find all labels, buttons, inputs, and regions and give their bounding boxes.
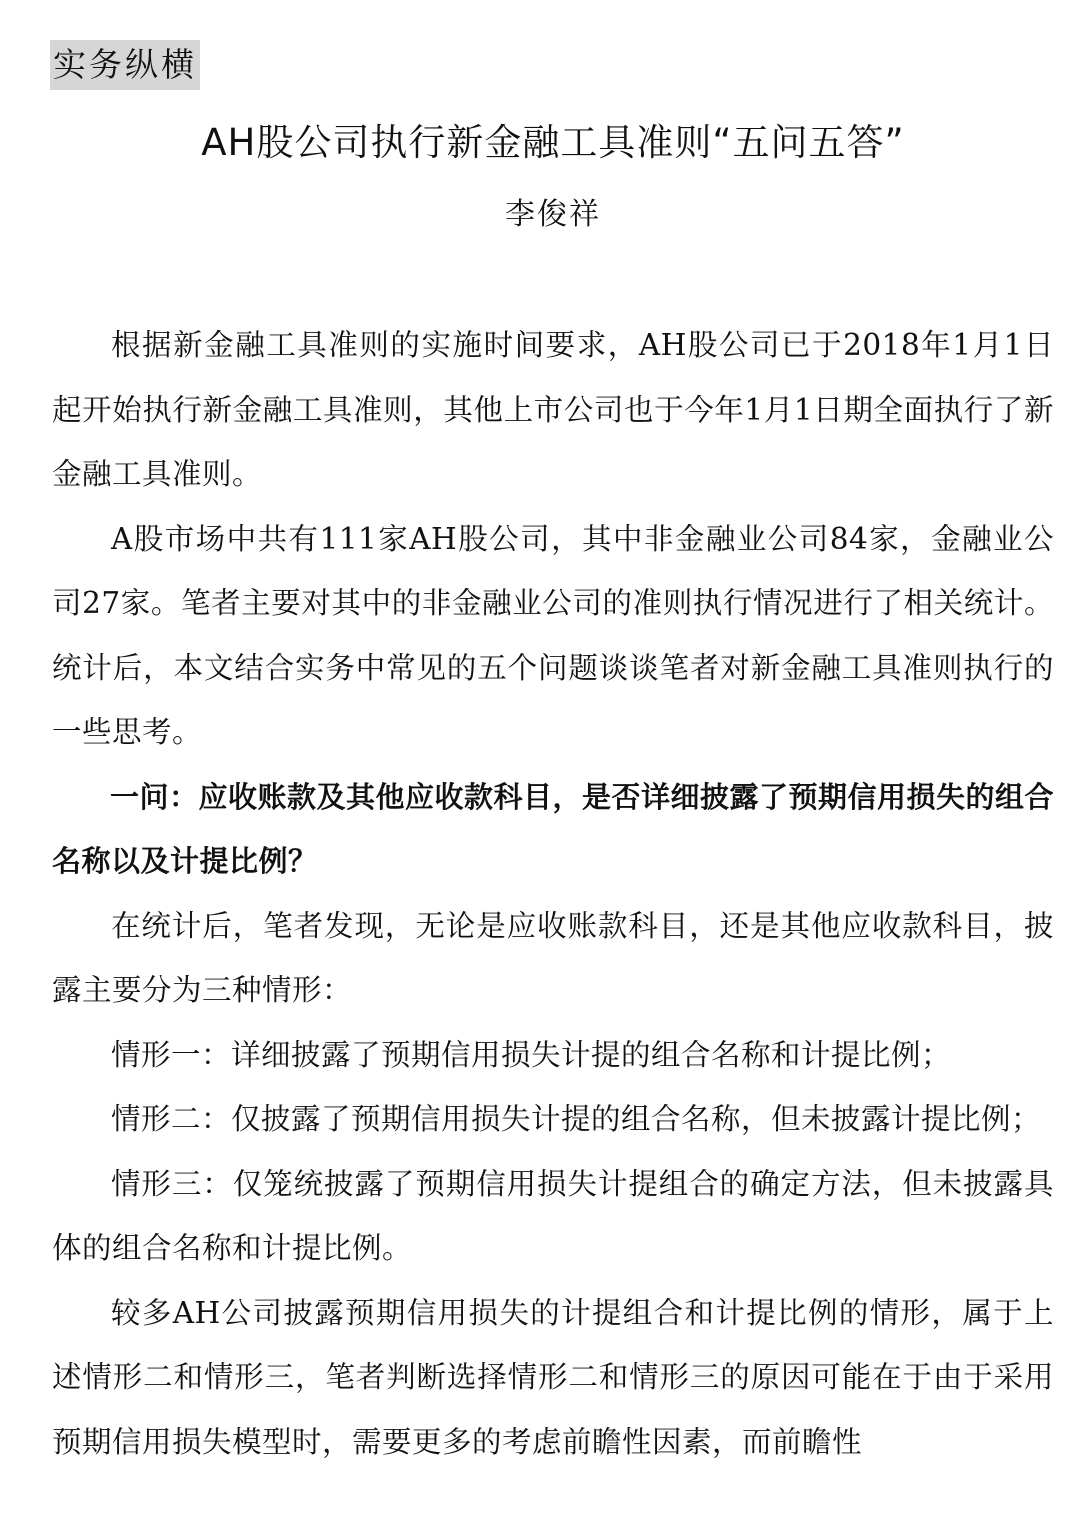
article-body xyxy=(52,313,1054,1474)
article-title: AH股公司执行新金融工具准则“五问五答” xyxy=(201,121,905,164)
paragraph-case-1: 情形一：详细披露了预期信用损失计提的组合名称和计提比例； xyxy=(111,1037,952,1072)
column-tag: 实务纵横 xyxy=(50,40,200,90)
author-name: 李俊祥 xyxy=(505,197,601,232)
paragraph-case-2: 情形二：仅披露了预期信用损失计提的组合名称，但未披露计提比例； xyxy=(111,1102,1042,1136)
paragraph-1: 根据新金融工具准则的实施时间要求，AH股公司已于2018年1月1日起开始执行新金融工具准则，其他上市公司也于今年1月1日期全面执行了新金融工具准则。 xyxy=(52,328,1054,491)
paragraph-4: 较多AH公司披露预期信用损失的计提组合和计提比例的情形，属于上述情形二和情形三，笔者判断选择情形二和情形三的原因可能在于由于采用预期信用损失模型时，需要更多的考虑前瞻性因素，而前瞻性 xyxy=(52,1295,1054,1459)
paragraph-case-3: 情形三：仅笼统披露了预期信用损失计提组合的确定方法，但未披露具体的组合名称和计提比例。 xyxy=(52,1166,1054,1265)
question-heading-1: 一问：应收账款及其他应收款科目，是否详细披露了预期信用损失的组合名称以及计提比例？ xyxy=(52,779,1055,878)
paragraph-3: 在统计后，笔者发现，无论是应收账款科目，还是其他应收款科目，披露主要分为三种情形： xyxy=(52,908,1054,1007)
paragraph-2: A股市场中共有111家AH股公司，其中非金融业公司84家，金融业公司27家。笔者主要对其中的非金融业公司的准则执行情况进行了相关统计。统计后，本文结合实务中常见的五个问题谈谈笔者对新金融工具准则执行的一些思考。 xyxy=(52,521,1054,749)
